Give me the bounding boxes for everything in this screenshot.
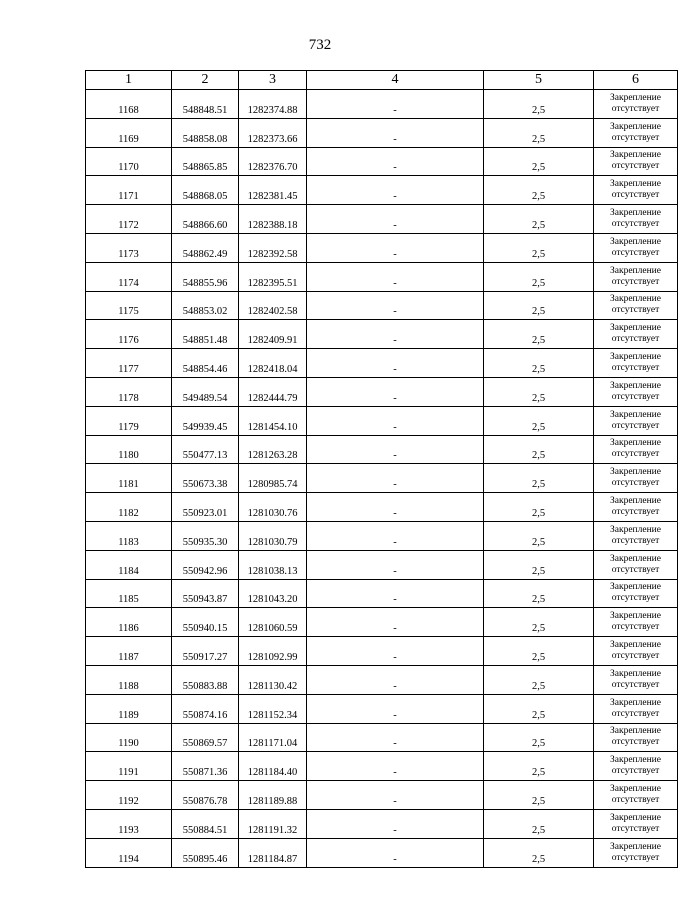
x-coordinate-cell: 550935.30 <box>172 521 239 550</box>
description-cell: - <box>307 349 484 378</box>
x-coordinate-cell: 548858.08 <box>172 118 239 147</box>
point-number-cell: 1188 <box>86 665 172 694</box>
fixation-cell: Закрепление отсутствует <box>594 205 678 234</box>
accuracy-cell: 2,5 <box>484 637 594 666</box>
accuracy-cell: 2,5 <box>484 665 594 694</box>
point-number-cell: 1186 <box>86 608 172 637</box>
point-number-cell: 1184 <box>86 550 172 579</box>
description-cell: - <box>307 550 484 579</box>
accuracy-cell: 2,5 <box>484 550 594 579</box>
fixation-cell: Закрепление отсутствует <box>594 809 678 838</box>
table-row <box>86 464 678 493</box>
table-row <box>86 147 678 176</box>
x-coordinate-cell: 550943.87 <box>172 579 239 608</box>
y-coordinate-cell: 1281038.13 <box>239 550 307 579</box>
fixation-cell: Закрепление отсутствует <box>594 406 678 435</box>
table-body <box>86 90 678 868</box>
y-coordinate-cell: 1281030.79 <box>239 521 307 550</box>
y-coordinate-cell: 1282373.66 <box>239 118 307 147</box>
table-row <box>86 176 678 205</box>
table-header-row <box>86 71 678 90</box>
y-coordinate-cell: 1281263.28 <box>239 435 307 464</box>
point-number-cell: 1182 <box>86 493 172 522</box>
accuracy-cell: 2,5 <box>484 435 594 464</box>
table-row <box>86 406 678 435</box>
point-number-cell: 1190 <box>86 723 172 752</box>
point-number-cell: 1193 <box>86 809 172 838</box>
table-row <box>86 809 678 838</box>
y-coordinate-cell: 1281191.32 <box>239 809 307 838</box>
point-number-cell: 1180 <box>86 435 172 464</box>
fixation-cell: Закрепление отсутствует <box>594 349 678 378</box>
point-number-cell: 1176 <box>86 320 172 349</box>
table-row <box>86 579 678 608</box>
description-cell: - <box>307 464 484 493</box>
y-coordinate-cell: 1281454.10 <box>239 406 307 435</box>
fixation-cell: Закрепление отсутствует <box>594 464 678 493</box>
accuracy-cell: 2,5 <box>484 406 594 435</box>
table-row <box>86 349 678 378</box>
table-row <box>86 838 678 867</box>
x-coordinate-cell: 548853.02 <box>172 291 239 320</box>
x-coordinate-cell: 548851.48 <box>172 320 239 349</box>
accuracy-cell: 2,5 <box>484 205 594 234</box>
x-coordinate-cell: 550940.15 <box>172 608 239 637</box>
table-row <box>86 291 678 320</box>
fixation-cell: Закрепление отсутствует <box>594 723 678 752</box>
point-number-cell: 1174 <box>86 262 172 291</box>
description-cell: - <box>307 118 484 147</box>
description-cell: - <box>307 781 484 810</box>
y-coordinate-cell: 1281092.99 <box>239 637 307 666</box>
accuracy-cell: 2,5 <box>484 579 594 608</box>
table-row <box>86 608 678 637</box>
accuracy-cell: 2,5 <box>484 723 594 752</box>
y-coordinate-cell: 1280985.74 <box>239 464 307 493</box>
fixation-cell: Закрепление отсутствует <box>594 838 678 867</box>
description-cell: - <box>307 493 484 522</box>
x-coordinate-cell: 550923.01 <box>172 493 239 522</box>
column-header-2: 2 <box>172 71 239 90</box>
point-number-cell: 1168 <box>86 90 172 119</box>
y-coordinate-cell: 1282395.51 <box>239 262 307 291</box>
fixation-cell: Закрепление отсутствует <box>594 262 678 291</box>
column-header-3: 3 <box>239 71 307 90</box>
description-cell: - <box>307 176 484 205</box>
accuracy-cell: 2,5 <box>484 781 594 810</box>
y-coordinate-cell: 1281152.34 <box>239 694 307 723</box>
description-cell: - <box>307 838 484 867</box>
fixation-cell: Закрепление отсутствует <box>594 579 678 608</box>
fixation-cell: Закрепление отсутствует <box>594 637 678 666</box>
point-number-cell: 1183 <box>86 521 172 550</box>
x-coordinate-cell: 548866.60 <box>172 205 239 234</box>
description-cell: - <box>307 723 484 752</box>
table-row <box>86 521 678 550</box>
y-coordinate-cell: 1282388.18 <box>239 205 307 234</box>
x-coordinate-cell: 548848.51 <box>172 90 239 119</box>
point-number-cell: 1192 <box>86 781 172 810</box>
x-coordinate-cell: 550477.13 <box>172 435 239 464</box>
table-row <box>86 723 678 752</box>
y-coordinate-cell: 1282376.70 <box>239 147 307 176</box>
fixation-cell: Закрепление отсутствует <box>594 435 678 464</box>
description-cell: - <box>307 809 484 838</box>
page-number: 732 <box>308 37 332 53</box>
x-coordinate-cell: 548865.85 <box>172 147 239 176</box>
description-cell: - <box>307 233 484 262</box>
x-coordinate-cell: 549489.54 <box>172 377 239 406</box>
fixation-cell: Закрепление отсутствует <box>594 233 678 262</box>
table-row <box>86 233 678 262</box>
accuracy-cell: 2,5 <box>484 838 594 867</box>
fixation-cell: Закрепление отсутствует <box>594 291 678 320</box>
table-row <box>86 637 678 666</box>
description-cell: - <box>307 608 484 637</box>
description-cell: - <box>307 694 484 723</box>
accuracy-cell: 2,5 <box>484 349 594 378</box>
x-coordinate-cell: 550884.51 <box>172 809 239 838</box>
fixation-cell: Закрепление отсутствует <box>594 694 678 723</box>
accuracy-cell: 2,5 <box>484 262 594 291</box>
column-header-6: 6 <box>594 71 678 90</box>
y-coordinate-cell: 1281184.87 <box>239 838 307 867</box>
point-number-cell: 1191 <box>86 752 172 781</box>
accuracy-cell: 2,5 <box>484 118 594 147</box>
x-coordinate-cell: 550871.36 <box>172 752 239 781</box>
table-row <box>86 205 678 234</box>
y-coordinate-cell: 1282409.91 <box>239 320 307 349</box>
description-cell: - <box>307 377 484 406</box>
fixation-cell: Закрепление отсутствует <box>594 493 678 522</box>
x-coordinate-cell: 550876.78 <box>172 781 239 810</box>
table-row <box>86 118 678 147</box>
fixation-cell: Закрепление отсутствует <box>594 90 678 119</box>
accuracy-cell: 2,5 <box>484 464 594 493</box>
x-coordinate-cell: 550942.96 <box>172 550 239 579</box>
accuracy-cell: 2,5 <box>484 377 594 406</box>
column-header-5: 5 <box>484 71 594 90</box>
y-coordinate-cell: 1282374.88 <box>239 90 307 119</box>
y-coordinate-cell: 1282381.45 <box>239 176 307 205</box>
point-number-cell: 1177 <box>86 349 172 378</box>
fixation-cell: Закрепление отсутствует <box>594 550 678 579</box>
table-row <box>86 90 678 119</box>
y-coordinate-cell: 1281060.59 <box>239 608 307 637</box>
description-cell: - <box>307 665 484 694</box>
description-cell: - <box>307 205 484 234</box>
table-row <box>86 665 678 694</box>
description-cell: - <box>307 579 484 608</box>
accuracy-cell: 2,5 <box>484 90 594 119</box>
description-cell: - <box>307 435 484 464</box>
fixation-cell: Закрепление отсутствует <box>594 521 678 550</box>
fixation-cell: Закрепление отсутствует <box>594 665 678 694</box>
description-cell: - <box>307 291 484 320</box>
table-row <box>86 435 678 464</box>
accuracy-cell: 2,5 <box>484 493 594 522</box>
table-row <box>86 781 678 810</box>
point-number-cell: 1175 <box>86 291 172 320</box>
x-coordinate-cell: 548862.49 <box>172 233 239 262</box>
x-coordinate-cell: 550869.57 <box>172 723 239 752</box>
y-coordinate-cell: 1281189.88 <box>239 781 307 810</box>
point-number-cell: 1194 <box>86 838 172 867</box>
y-coordinate-cell: 1282444.79 <box>239 377 307 406</box>
y-coordinate-cell: 1281184.40 <box>239 752 307 781</box>
table-row <box>86 694 678 723</box>
y-coordinate-cell: 1282392.58 <box>239 233 307 262</box>
description-cell: - <box>307 521 484 550</box>
y-coordinate-cell: 1281130.42 <box>239 665 307 694</box>
x-coordinate-cell: 550673.38 <box>172 464 239 493</box>
point-number-cell: 1171 <box>86 176 172 205</box>
fixation-cell: Закрепление отсутствует <box>594 147 678 176</box>
point-number-cell: 1187 <box>86 637 172 666</box>
point-number-cell: 1169 <box>86 118 172 147</box>
point-number-cell: 1189 <box>86 694 172 723</box>
x-coordinate-cell: 550874.16 <box>172 694 239 723</box>
column-header-4: 4 <box>307 71 484 90</box>
x-coordinate-cell: 549939.45 <box>172 406 239 435</box>
point-number-cell: 1179 <box>86 406 172 435</box>
point-number-cell: 1181 <box>86 464 172 493</box>
fixation-cell: Закрепление отсутствует <box>594 176 678 205</box>
coordinates-table <box>85 70 678 868</box>
x-coordinate-cell: 548868.05 <box>172 176 239 205</box>
accuracy-cell: 2,5 <box>484 291 594 320</box>
table-row <box>86 377 678 406</box>
accuracy-cell: 2,5 <box>484 752 594 781</box>
accuracy-cell: 2,5 <box>484 809 594 838</box>
description-cell: - <box>307 752 484 781</box>
description-cell: - <box>307 320 484 349</box>
x-coordinate-cell: 550917.27 <box>172 637 239 666</box>
accuracy-cell: 2,5 <box>484 521 594 550</box>
x-coordinate-cell: 550895.46 <box>172 838 239 867</box>
y-coordinate-cell: 1282418.04 <box>239 349 307 378</box>
y-coordinate-cell: 1281030.76 <box>239 493 307 522</box>
description-cell: - <box>307 147 484 176</box>
point-number-cell: 1178 <box>86 377 172 406</box>
table-row <box>86 550 678 579</box>
table-row <box>86 493 678 522</box>
point-number-cell: 1173 <box>86 233 172 262</box>
table-row <box>86 320 678 349</box>
point-number-cell: 1172 <box>86 205 172 234</box>
description-cell: - <box>307 637 484 666</box>
fixation-cell: Закрепление отсутствует <box>594 781 678 810</box>
y-coordinate-cell: 1281171.04 <box>239 723 307 752</box>
fixation-cell: Закрепление отсутствует <box>594 118 678 147</box>
x-coordinate-cell: 548855.96 <box>172 262 239 291</box>
y-coordinate-cell: 1282402.58 <box>239 291 307 320</box>
fixation-cell: Закрепление отсутствует <box>594 608 678 637</box>
accuracy-cell: 2,5 <box>484 694 594 723</box>
accuracy-cell: 2,5 <box>484 147 594 176</box>
point-number-cell: 1170 <box>86 147 172 176</box>
point-number-cell: 1185 <box>86 579 172 608</box>
x-coordinate-cell: 548854.46 <box>172 349 239 378</box>
fixation-cell: Закрепление отсутствует <box>594 752 678 781</box>
y-coordinate-cell: 1281043.20 <box>239 579 307 608</box>
x-coordinate-cell: 550883.88 <box>172 665 239 694</box>
description-cell: - <box>307 262 484 291</box>
fixation-cell: Закрепление отсутствует <box>594 377 678 406</box>
accuracy-cell: 2,5 <box>484 608 594 637</box>
description-cell: - <box>307 406 484 435</box>
accuracy-cell: 2,5 <box>484 233 594 262</box>
description-cell: - <box>307 90 484 119</box>
accuracy-cell: 2,5 <box>484 320 594 349</box>
column-header-1: 1 <box>86 71 172 90</box>
accuracy-cell: 2,5 <box>484 176 594 205</box>
table-row <box>86 262 678 291</box>
fixation-cell: Закрепление отсутствует <box>594 320 678 349</box>
table-row <box>86 752 678 781</box>
